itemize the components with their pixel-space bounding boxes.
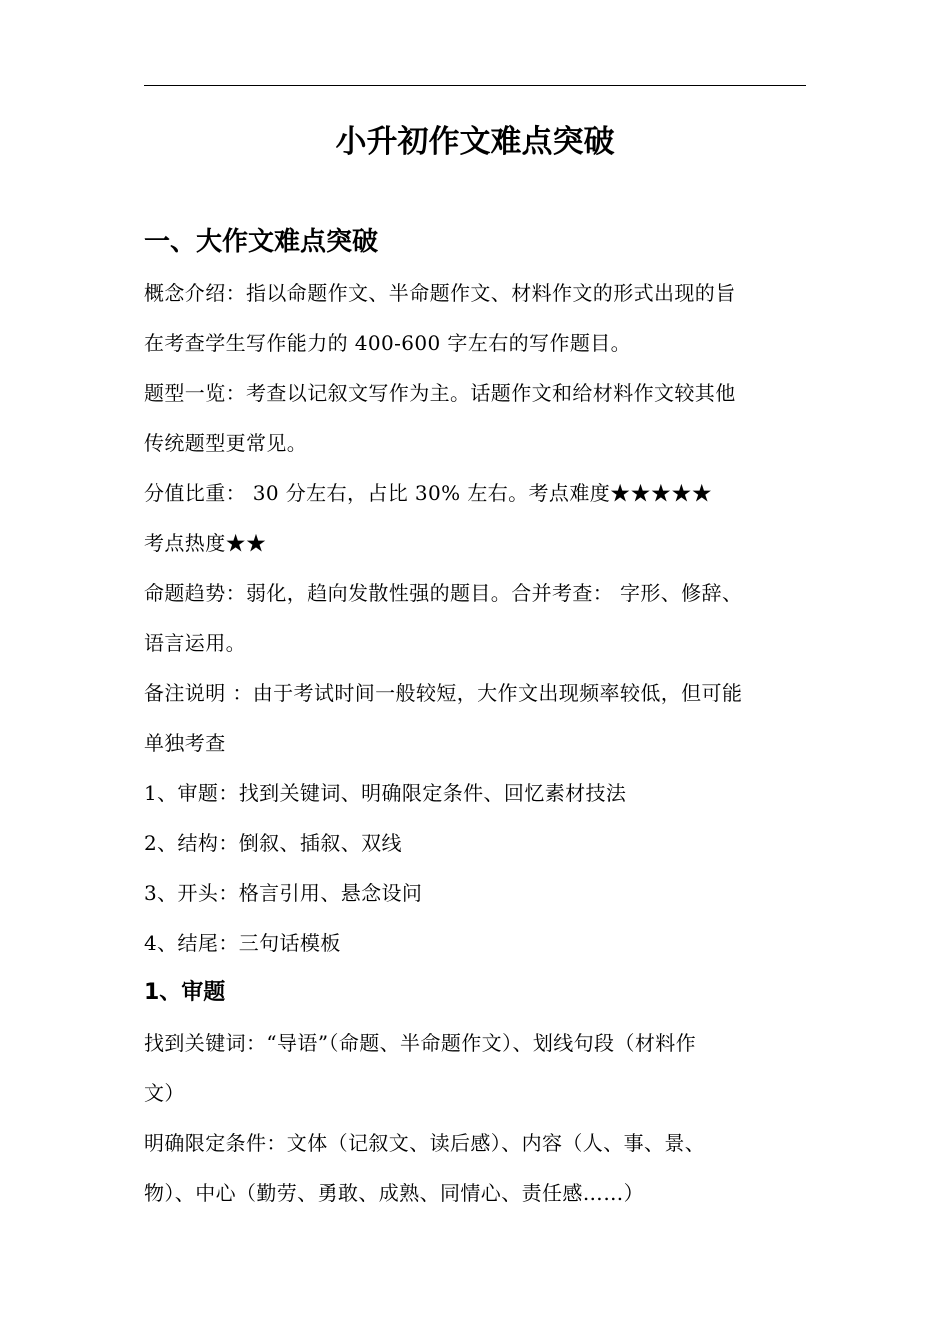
list-item: 1、审题：找到关键词、明确限定条件、回忆素材技法	[144, 781, 627, 805]
text-line: 物）、中心（勤劳、勇敢、成熟、同情心、责任感……）	[144, 1181, 644, 1205]
keywords-paragraph	[144, 1018, 808, 1118]
weight-paragraph	[144, 468, 808, 518]
method-list	[144, 768, 808, 968]
text-line: 传统题型更常见。	[144, 431, 308, 455]
conditions-paragraph	[144, 1118, 808, 1218]
list-item: 2、结构：倒叙、插叙、双线	[144, 831, 402, 855]
text-line: 单独考查	[144, 731, 226, 755]
text-line: 概念介绍：指以命题作文、半命题作文、材料作文的形式出现的旨	[144, 281, 736, 305]
text-line: 命题趋势：弱化，趋向发散性强的题目。合并考查： 字形、修辞、	[144, 581, 743, 605]
trend-paragraph	[144, 568, 808, 668]
document-body	[144, 222, 808, 1218]
list-item: 4、结尾：三句话模板	[144, 931, 341, 955]
text-line: 分值比重： 30 分左右，占比 30% 左右。考点难度★★★★★	[144, 481, 713, 505]
concept-paragraph	[144, 268, 808, 368]
text-line: 语言运用。	[144, 631, 246, 655]
text-line: 文）	[144, 1081, 185, 1105]
text-line: 找到关键词：“导语”（命题、半命题作文）、划线句段（材料作	[144, 1031, 697, 1055]
page-title: 小升初作文难点突破	[335, 124, 615, 160]
text-line: 题型一览：考查以记叙文写作为主。话题作文和给材料作文较其他	[144, 381, 736, 405]
note-paragraph	[144, 668, 808, 768]
section-heading: 一、大作文难点突破	[144, 227, 379, 257]
list-item: 3、开头：格言引用、悬念设问	[144, 881, 423, 905]
header-rule	[144, 85, 806, 86]
text-line: 明确限定条件：文体（记叙文、读后感）、内容（人、事、景、	[144, 1131, 706, 1155]
text-line: 备注说明 ：由于考试时间一般较短，大作文出现频率较低，但可能	[144, 681, 743, 705]
subsection-heading: 1、审题	[144, 980, 226, 1005]
types-paragraph	[144, 368, 808, 468]
text-line: 考点热度★★	[144, 531, 267, 555]
heat-paragraph	[144, 518, 808, 568]
text-line: 在考查学生写作能力的 400-600 字左右的写作题目。	[144, 331, 632, 355]
